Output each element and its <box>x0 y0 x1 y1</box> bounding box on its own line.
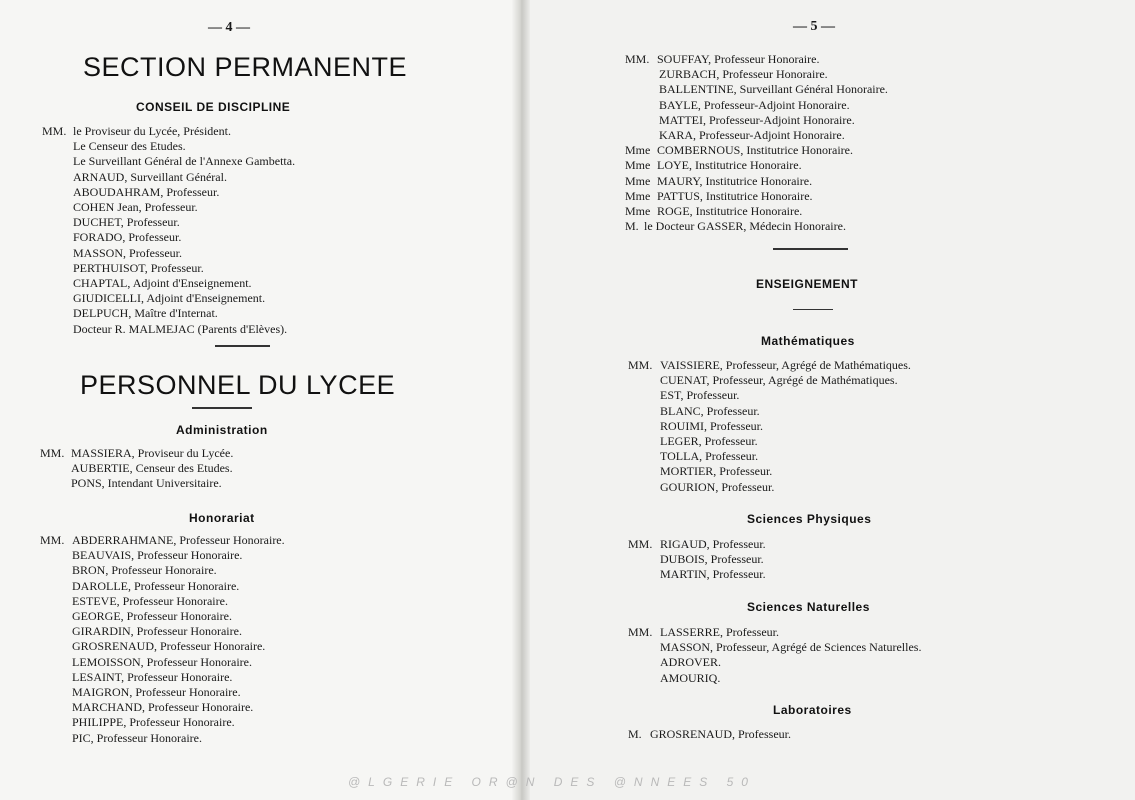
title-prefix: Mme <box>625 188 651 203</box>
divider <box>773 248 848 250</box>
list-item: DUBOIS, Professeur. <box>660 552 764 567</box>
list-item: ZURBACH, Professeur Honoraire. <box>659 67 828 82</box>
list-item: COMBERNOUS, Institutrice Honoraire. <box>657 143 853 158</box>
list-item: LESAINT, Professeur Honoraire. <box>72 669 233 684</box>
section-permanente-title: SECTION PERMANENTE <box>83 52 408 82</box>
list-item: TOLLA, Professeur. <box>660 449 759 464</box>
list-item: EST, Professeur. <box>660 388 740 403</box>
honorariat-heading: Honorariat <box>189 511 255 525</box>
list-item: RIGAUD, Professeur. <box>660 537 766 551</box>
list-item: ADROVER. <box>660 655 722 670</box>
list-item: Le Surveillant Général de l'Annexe Gambetta. <box>73 154 296 169</box>
personnel-title: PERSONNEL DU LYCEE <box>80 370 396 400</box>
conseil-heading: CONSEIL DE DISCIPLINE <box>136 100 291 114</box>
list-item: ESTEVE, Professeur Honoraire. <box>72 593 228 608</box>
list-item: DELPUCH, Maître d'Internat. <box>73 306 218 321</box>
list-item: ABDERRAHMANE, Professeur Honoraire. <box>72 533 285 547</box>
title-prefix: Mme <box>625 158 651 173</box>
divider <box>793 309 833 310</box>
list-item: GIRARDIN, Professeur Honoraire. <box>72 624 242 639</box>
title-prefix: MM. <box>628 358 653 372</box>
title-prefix: MM. <box>628 625 653 639</box>
list-item: GEORGE, Professeur Honoraire. <box>72 609 232 623</box>
list-item: COHEN Jean, Professeur. <box>73 200 198 214</box>
mathematiques-heading: Mathématiques <box>761 334 855 348</box>
title-prefix: M. <box>628 727 642 741</box>
list-item: LASSERRE, Professeur. <box>660 625 780 639</box>
list-item: BRON, Professeur Honoraire. <box>72 563 217 578</box>
list-item: DAROLLE, Professeur Honoraire. <box>72 578 240 593</box>
list-item: MASSIERA, Proviseur du Lycée. <box>71 446 234 460</box>
sciences-physiques-heading: Sciences Physiques <box>747 512 872 526</box>
list-item: PATTUS, Institutrice Honoraire. <box>657 188 813 203</box>
list-item: FORADO, Professeur. <box>73 230 182 245</box>
list-item: BAYLE, Professeur-Adjoint Honoraire. <box>659 97 850 112</box>
list-item: MATTEI, Professeur-Adjoint Honoraire. <box>659 112 855 127</box>
list-item: LEMOISSON, Professeur Honoraire. <box>72 654 252 669</box>
list-item: LOYE, Institutrice Honoraire. <box>657 158 802 173</box>
list-item: MORTIER, Professeur. <box>660 464 773 479</box>
divider <box>192 407 252 409</box>
list-item: GOURION, Professeur. <box>660 479 775 494</box>
list-item: GIUDICELLI, Adjoint d'Enseignement. <box>73 291 266 306</box>
list-item: MASSON, Professeur. <box>73 245 183 260</box>
list-item: MAIGRON, Professeur Honoraire. <box>72 685 241 699</box>
list-item: MAURY, Institutrice Honoraire. <box>657 173 813 188</box>
page-number-left: — 4 — <box>208 20 250 35</box>
title-prefix: MM. <box>40 446 65 460</box>
title-prefix: MM. <box>42 124 67 138</box>
title-prefix: MM. <box>40 533 65 547</box>
list-item: KARA, Professeur-Adjoint Honoraire. <box>659 128 845 142</box>
page-number-right: — 5 — <box>793 19 835 34</box>
list-item: VAISSIERE, Professeur, Agrégé de Mathématiques. <box>660 358 911 372</box>
list-item: le Proviseur du Lycée, Président. <box>73 124 231 138</box>
list-item: CHAPTAL, Adjoint d'Enseignement. <box>73 276 252 290</box>
title-prefix: Mme <box>625 143 651 158</box>
administration-heading: Administration <box>176 423 268 437</box>
list-item: AUBERTIE, Censeur des Etudes. <box>71 461 233 476</box>
list-item: MARCHAND, Professeur Honoraire. <box>72 700 254 715</box>
list-item: Docteur R. MALMEJAC (Parents d'Elèves). <box>73 321 288 336</box>
sciences-naturelles-heading: Sciences Naturelles <box>747 600 870 614</box>
laboratoires-heading: Laboratoires <box>773 703 852 717</box>
list-item: ROUIMI, Professeur. <box>660 418 763 433</box>
divider <box>215 345 270 347</box>
list-item: GROSRENAUD, Professeur Honoraire. <box>72 639 266 654</box>
list-item: DUCHET, Professeur. <box>73 215 180 230</box>
list-item: PIC, Professeur Honoraire. <box>72 730 202 745</box>
list-item: PONS, Intendant Universitaire. <box>71 476 222 491</box>
list-item: BALLENTINE, Surveillant Général Honoraire. <box>659 82 888 97</box>
list-item: BEAUVAIS, Professeur Honoraire. <box>72 548 243 563</box>
title-prefix: MM. <box>625 52 650 66</box>
title-prefix: Mme <box>625 173 651 188</box>
list-item: SOUFFAY, Professeur Honoraire. <box>657 52 820 66</box>
list-item: PERTHUISOT, Professeur. <box>73 260 204 275</box>
list-item: ARNAUD, Surveillant Général. <box>73 169 227 184</box>
list-item: AMOURIQ. <box>660 670 721 685</box>
list-item: ABOUDAHRAM, Professeur. <box>73 184 220 199</box>
title-prefix: M. <box>625 219 639 234</box>
list-item: MASSON, Professeur, Agrégé de Sciences Naturelles. <box>660 640 922 655</box>
title-prefix: Mme <box>625 204 651 218</box>
enseignement-heading: ENSEIGNEMENT <box>756 277 859 291</box>
list-item: Le Censeur des Etudes. <box>73 139 186 154</box>
list-item: MARTIN, Professeur. <box>660 567 766 582</box>
list-item: PHILIPPE, Professeur Honoraire. <box>72 715 235 730</box>
list-item: le Docteur GASSER, Médecin Honoraire. <box>644 219 846 234</box>
list-item: ROGE, Institutrice Honoraire. <box>657 204 803 218</box>
title-prefix: MM. <box>628 537 653 551</box>
book-gutter <box>512 0 530 800</box>
list-item: CUENAT, Professeur, Agrégé de Mathématiques. <box>660 373 898 388</box>
list-item: BLANC, Professeur. <box>660 403 760 418</box>
watermark-text: @LGERIE OR@N DES @NNEES 50 <box>348 775 756 789</box>
list-item: GROSRENAUD, Professeur. <box>650 727 791 741</box>
list-item: LEGER, Professeur. <box>660 434 758 448</box>
